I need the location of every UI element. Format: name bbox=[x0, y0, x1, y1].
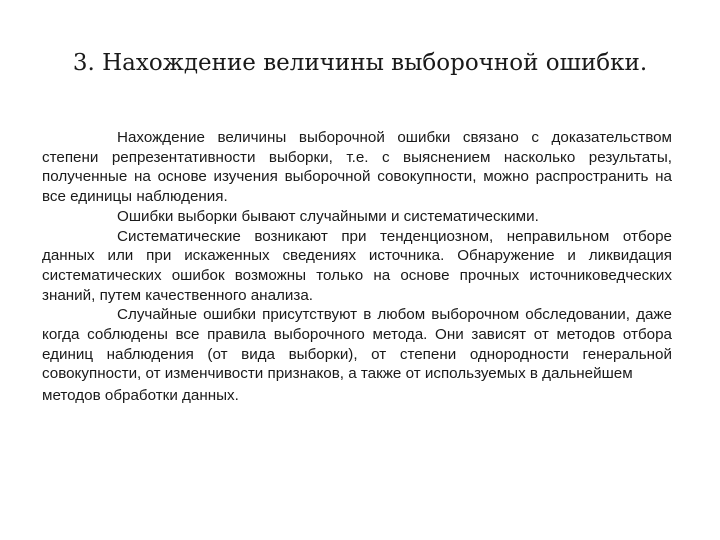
slide-title: 3. Нахождение величины выборочной ошибки. bbox=[72, 50, 648, 76]
slide-body bbox=[42, 128, 672, 406]
paragraph-systematic-errors: Систематические возникают при тенденциозном, неправильном отборе данных или при искаженных сведениях источника. Обнаружение и ликвидация систематических ошибок возможны только на основе прочных источниковедческих знаний, путем качественного анализа. bbox=[42, 227, 672, 304]
paragraph-sampling-error-intro: Нахождение величины выборочной ошибки связано с доказательством степени репрезентативности выборки, т.е. с выяснением насколько результаты, полученные на основе изучения выборочной совокупности, можно распространить на все единицы наблюдения. bbox=[42, 129, 672, 206]
paragraph-processing-methods: методов обработки данных. bbox=[42, 387, 239, 405]
paragraph-error-types: Ошибки выборки бывают случайными и систематическими. bbox=[117, 207, 539, 225]
paragraph-random-errors: Случайные ошибки присутствуют в любом выборочном обследовании, даже когда соблюдены все правила выборочного метода. Они зависят от методов отбора единиц наблюдения (от вида выборки), от степени однородности генеральной совокупности, от изменчивости признаков, а также от используемых в дальнейшем bbox=[42, 306, 672, 383]
